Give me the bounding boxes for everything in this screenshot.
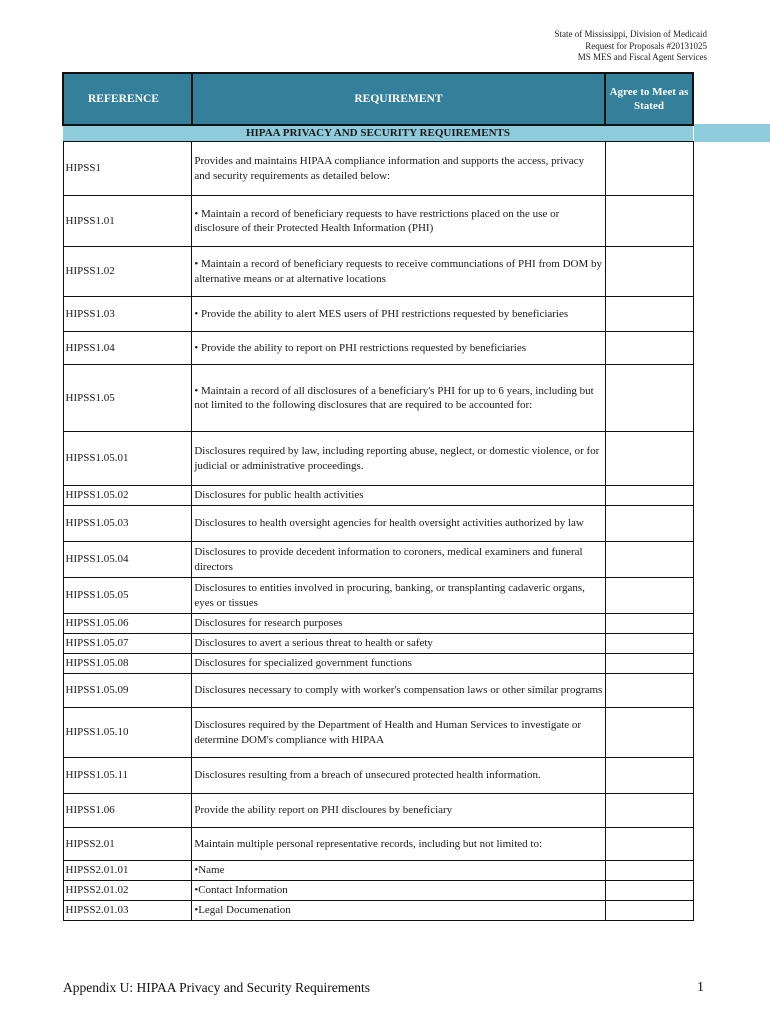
- table-row: [63, 758, 693, 794]
- table-row: [63, 142, 693, 196]
- reference-cell: HIPSS2.01: [63, 828, 192, 861]
- agree-cell[interactable]: [605, 614, 693, 634]
- agree-cell[interactable]: [605, 297, 693, 332]
- reference-cell: HIPSS1.05.07: [63, 634, 192, 654]
- agree-cell[interactable]: [605, 758, 693, 794]
- table-row: [63, 506, 693, 542]
- agree-cell[interactable]: [605, 578, 693, 614]
- agree-cell[interactable]: [605, 506, 693, 542]
- reference-cell: HIPSS1.01: [63, 196, 192, 247]
- agree-cell[interactable]: [605, 881, 693, 901]
- agree-cell[interactable]: [605, 861, 693, 881]
- table-row: [63, 542, 693, 578]
- reference-cell: HIPSS1.06: [63, 794, 192, 828]
- page-number: 1: [697, 980, 704, 995]
- table-row: [63, 297, 693, 332]
- agree-cell[interactable]: [605, 365, 693, 432]
- requirement-cell: Disclosures required by law, including reporting abuse, neglect, or domestic violence, or for judicial or administrative proceedings.: [192, 432, 605, 486]
- requirement-cell: • Provide the ability to alert MES users of PHI restrictions requested by beneficiaries: [192, 297, 605, 332]
- table-row: [63, 365, 693, 432]
- agree-cell[interactable]: [605, 901, 693, 921]
- reference-cell: HIPSS1.05.08: [63, 654, 192, 674]
- table-row: [63, 332, 693, 365]
- table-row: [63, 196, 693, 247]
- table-row: [63, 614, 693, 634]
- reference-cell: HIPSS1.05: [63, 365, 192, 432]
- reference-cell: HIPSS1.05.11: [63, 758, 192, 794]
- agree-cell[interactable]: [605, 654, 693, 674]
- agree-cell[interactable]: [605, 247, 693, 297]
- reference-cell: HIPSS1: [63, 142, 192, 196]
- column-header-requirement: REQUIREMENT: [192, 73, 605, 125]
- requirement-cell: Disclosures necessary to comply with worker's compensation laws or other similar programs: [192, 674, 605, 708]
- footer-title: Appendix U: HIPAA Privacy and Security Requirements: [63, 980, 370, 995]
- requirement-cell: • Maintain a record of all disclosures of a beneficiary's PHI for up to 6 years, including but not limited to the following disclosures that are required to be accounted for:: [192, 365, 605, 432]
- agree-cell[interactable]: [605, 828, 693, 861]
- requirement-cell: •Legal Documenation: [192, 901, 605, 921]
- reference-cell: HIPSS2.01.02: [63, 881, 192, 901]
- requirement-cell: Disclosures for public health activities: [192, 486, 605, 506]
- requirement-cell: Disclosures to provide decedent information to coroners, medical examiners and funeral directors: [192, 542, 605, 578]
- table-row: [63, 861, 693, 881]
- reference-cell: HIPSS1.05.05: [63, 578, 192, 614]
- requirement-cell: Provides and maintains HIPAA compliance information and supports the access, privacy and security requirements as detailed below:: [192, 142, 605, 196]
- requirement-cell: • Provide the ability to report on PHI restrictions requested by beneficiaries: [192, 332, 605, 365]
- requirement-cell: Provide the ability report on PHI discloures by beneficiary: [192, 794, 605, 828]
- table-row: [63, 634, 693, 654]
- agree-cell[interactable]: [605, 674, 693, 708]
- agree-cell[interactable]: [605, 332, 693, 365]
- agree-cell[interactable]: [605, 542, 693, 578]
- table-row: [63, 654, 693, 674]
- table-row: [63, 486, 693, 506]
- reference-cell: HIPSS1.05.04: [63, 542, 192, 578]
- reference-cell: HIPSS1.04: [63, 332, 192, 365]
- requirement-cell: Disclosures to entities involved in procuring, banking, or transplanting cadaveric organs, eyes or tissues: [192, 578, 605, 614]
- reference-cell: HIPSS1.02: [63, 247, 192, 297]
- reference-cell: HIPSS1.05.06: [63, 614, 192, 634]
- reference-cell: HIPSS1.05.01: [63, 432, 192, 486]
- table-row: [63, 708, 693, 758]
- table-header-row: [63, 73, 693, 125]
- agree-cell[interactable]: [605, 794, 693, 828]
- table-row: [63, 881, 693, 901]
- reference-cell: HIPSS2.01.03: [63, 901, 192, 921]
- agree-cell[interactable]: [605, 142, 693, 196]
- header-line-agency: State of Mississippi, Division of Medicaid: [554, 29, 707, 39]
- requirement-cell: Disclosures required by the Department of Health and Human Services to investigate or determine DOM's compliance with HIPAA: [192, 708, 605, 758]
- agree-header-line2: Stated: [634, 100, 664, 112]
- agree-cell[interactable]: [605, 196, 693, 247]
- table-row: [63, 794, 693, 828]
- table-row: [63, 247, 693, 297]
- table-row: [63, 674, 693, 708]
- requirement-cell: • Maintain a record of beneficiary requests to have restrictions placed on the use or disclosure of their Protected Health Information (PHI): [192, 196, 605, 247]
- header-line-project: MS MES and Fiscal Agent Services: [577, 52, 707, 62]
- requirement-cell: Disclosures to health oversight agencies for health oversight activities authorized by law: [192, 506, 605, 542]
- requirement-cell: Disclosures resulting from a breach of unsecured protected health information.: [192, 758, 605, 794]
- reference-cell: HIPSS1.05.02: [63, 486, 192, 506]
- requirement-cell: •Name: [192, 861, 605, 881]
- reference-cell: HIPSS1.03: [63, 297, 192, 332]
- column-header-reference: REFERENCE: [63, 73, 192, 125]
- document-header: [555, 29, 708, 64]
- requirement-cell: Disclosures for research purposes: [192, 614, 605, 634]
- header-line-rfp: Request for Proposals #20131025: [585, 40, 707, 51]
- agree-cell[interactable]: [605, 486, 693, 506]
- agree-header-line1: Agree to Meet as: [609, 86, 689, 98]
- reference-cell: HIPSS1.05.10: [63, 708, 192, 758]
- column-header-agree: [605, 73, 693, 125]
- requirement-cell: Maintain multiple personal representative records, including but not limited to:: [192, 828, 605, 861]
- table-row: [63, 432, 693, 486]
- requirement-cell: • Maintain a record of beneficiary requests to receive communciations of PHI from DOM by alternative means or at alternative locations: [192, 247, 605, 297]
- reference-cell: HIPSS1.05.03: [63, 506, 192, 542]
- agree-cell[interactable]: [605, 708, 693, 758]
- requirements-table: [62, 72, 694, 921]
- reference-cell: HIPSS2.01.01: [63, 861, 192, 881]
- requirement-cell: Disclosures to avert a serious threat to health or safety: [192, 634, 605, 654]
- table-row: [63, 828, 693, 861]
- section-band-extension: [694, 124, 770, 142]
- section-row: [63, 125, 693, 142]
- table-row: [63, 578, 693, 614]
- agree-cell[interactable]: [605, 432, 693, 486]
- section-title: HIPAA PRIVACY AND SECURITY REQUIREMENTS: [63, 125, 693, 142]
- requirement-cell: Disclosures for specialized government functions: [192, 654, 605, 674]
- reference-cell: HIPSS1.05.09: [63, 674, 192, 708]
- agree-cell[interactable]: [605, 634, 693, 654]
- requirement-cell: •Contact Information: [192, 881, 605, 901]
- table-row: [63, 901, 693, 921]
